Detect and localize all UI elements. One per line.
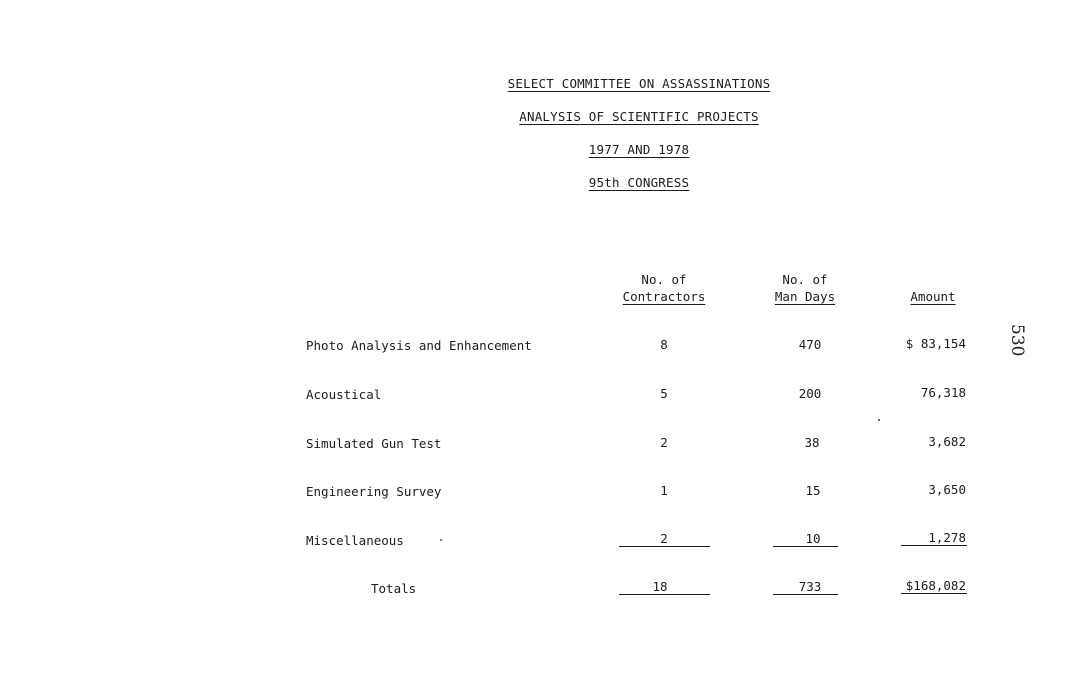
header-man-days <box>752 271 858 305</box>
total-rule-amount <box>901 593 967 594</box>
title-committee-text: SELECT COMMITTEE ON ASSASSINATIONS <box>507 76 771 91</box>
header-contractors-top: No. of <box>641 272 687 287</box>
title-analysis <box>0 109 1081 124</box>
subtotal-rule-man-days <box>773 546 838 547</box>
totals-man-days: 733 <box>798 579 822 594</box>
row-label: Simulated Gun Test <box>306 436 442 451</box>
row-contractors: 2 <box>660 435 668 450</box>
title-congress <box>0 175 1081 190</box>
totals-label: Totals <box>371 581 417 596</box>
subtotal-rule-amount <box>901 545 967 546</box>
row-label: Photo Analysis and Enhancement <box>306 338 532 353</box>
row-amount: $ 83,154 <box>905 336 966 351</box>
header-amount <box>890 288 976 305</box>
row-amount: 3,682 <box>928 434 966 449</box>
row-label: Miscellaneous <box>306 533 404 548</box>
page-number: 530 <box>1007 324 1027 357</box>
row-contractors: 5 <box>660 386 668 401</box>
title-years-text: 1977 AND 1978 <box>588 142 690 157</box>
scan-speck <box>878 419 880 421</box>
title-committee <box>0 76 1081 91</box>
row-man-days: 38 <box>804 435 820 450</box>
row-amount: 1,278 <box>928 530 966 545</box>
header-man-days-top: No. of <box>782 272 828 287</box>
subtotal-rule-contractors <box>619 546 710 547</box>
row-label: Acoustical <box>306 387 382 402</box>
row-man-days: 470 <box>798 337 822 352</box>
totals-contractors: 18 <box>652 579 668 594</box>
header-man-days-bottom: Man Days <box>774 289 836 304</box>
row-contractors: 8 <box>660 337 668 352</box>
row-man-days: 10 <box>805 531 821 546</box>
total-rule-man-days <box>773 594 838 595</box>
row-label: Engineering Survey <box>306 484 442 499</box>
title-years <box>0 142 1081 157</box>
row-amount: 76,318 <box>920 385 966 400</box>
header-contractors-bottom: Contractors <box>622 289 706 304</box>
header-amount-text: Amount <box>910 289 956 304</box>
title-analysis-text: ANALYSIS OF SCIENTIFIC PROJECTS <box>519 109 759 124</box>
title-congress-text: 95th CONGRESS <box>588 175 690 190</box>
row-man-days: 200 <box>798 386 822 401</box>
row-contractors: 2 <box>660 531 668 546</box>
total-rule-contractors <box>619 594 710 595</box>
row-amount: 3,650 <box>928 482 966 497</box>
scan-speck <box>440 539 442 541</box>
row-man-days: 15 <box>805 483 821 498</box>
totals-amount: $168,082 <box>905 578 966 593</box>
row-contractors: 1 <box>660 483 668 498</box>
header-contractors <box>604 271 724 305</box>
